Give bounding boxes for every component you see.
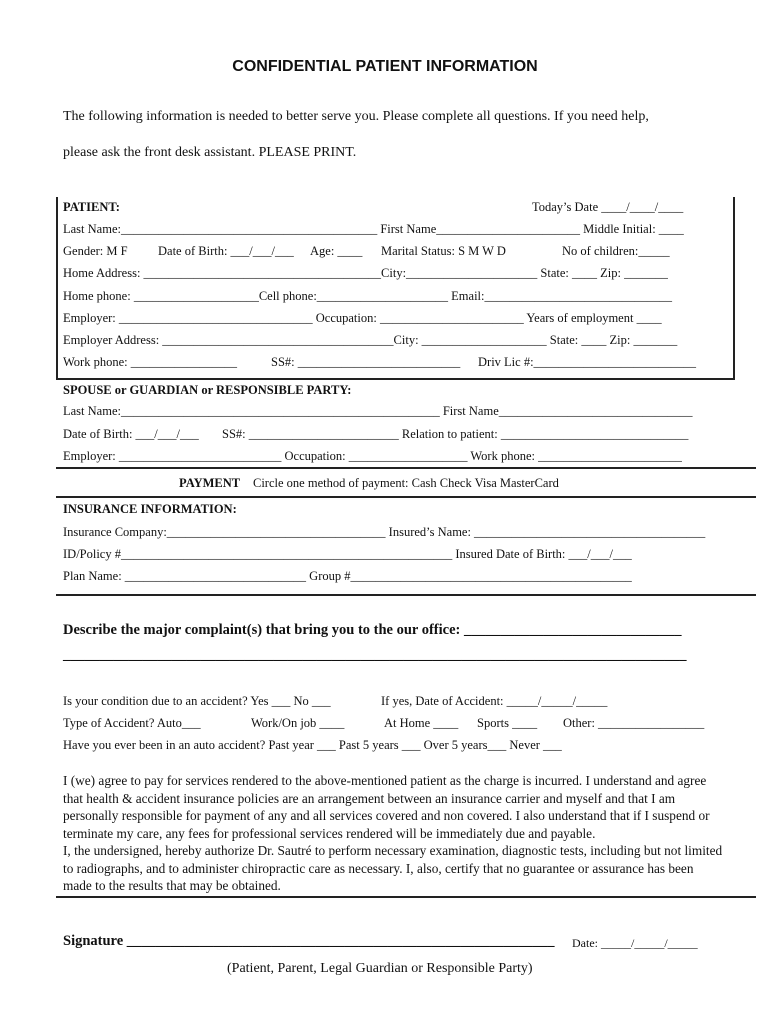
spouse-ss-relation-field[interactable]: SS#: ________________________ Relation to patient: ______________________________ bbox=[222, 427, 689, 441]
insurance-heading: INSURANCE INFORMATION: bbox=[63, 502, 237, 516]
spouse-dob-field[interactable]: Date of Birth: ___/___/___ bbox=[63, 427, 199, 441]
intro-line-1: The following information is needed to better serve you. Please complete all questions. If you need help, bbox=[63, 109, 649, 124]
phone-row[interactable]: Home phone: ____________________Cell phone:_____________________ Email:______________________________ bbox=[63, 289, 672, 303]
payment-top-rule bbox=[56, 467, 756, 469]
insurance-company-row[interactable]: Insurance Company:___________________________________ Insured’s Name: _____________________________________ bbox=[63, 525, 706, 539]
dob-field[interactable]: Date of Birth: ___/___/___ bbox=[158, 244, 294, 258]
payment-bottom-rule bbox=[56, 496, 756, 498]
policy-row[interactable]: ID/Policy #_____________________________________________________ Insured Date of Birth: ___/___/___ bbox=[63, 547, 632, 561]
signature-caption: (Patient, Parent, Legal Guardian or Responsible Party) bbox=[227, 961, 533, 976]
agreement-paragraph-1: I (we) agree to pay for services rendered to the above-mentioned patient as the charge is incurred. I understand and agree that health & accident insurance policies are an arrangement between an insurance carrier and myself and that I am personally responsible for payment of any and all services covered and non covered. I also understand that if I suspend or terminate my care, any fees for professional services rendered will be immediately due and payable. bbox=[63, 773, 710, 841]
driv-lic-field[interactable]: Driv Lic #:__________________________ bbox=[478, 355, 697, 369]
marital-status-field[interactable]: Marital Status: S M W D bbox=[381, 244, 506, 258]
patient-box-left-border bbox=[56, 197, 58, 379]
accident-type-other[interactable]: Other: _________________ bbox=[563, 716, 705, 730]
auto-accident-history[interactable]: Have you ever been in an auto accident? Past year ___ Past 5 years ___ Over 5 years___ Never ___ bbox=[63, 738, 562, 752]
complaint-label[interactable]: Describe the major complaint(s) that bring you to the our office: ______________________________ bbox=[63, 622, 682, 638]
complaint-line-2[interactable]: ______________________________________________________________________________________ bbox=[63, 647, 687, 663]
patient-box-right-border bbox=[733, 197, 735, 379]
accident-type-work[interactable]: Work/On job ____ bbox=[251, 716, 345, 730]
gender-field[interactable]: Gender: M F bbox=[63, 244, 128, 258]
agreement-paragraph-2: I, the undersigned, hereby authorize Dr. Sautré to perform necessary examination, diagnostic tests, including but not limited to radiographs, and to administer chiropractic care as necessary. I, also, certify that no guarantee or assurance has been made to the results that may be obtained. bbox=[63, 843, 723, 893]
accident-type-home[interactable]: At Home ____ bbox=[384, 716, 459, 730]
payment-label: PAYMENT bbox=[179, 476, 241, 490]
children-field[interactable]: No of children:_____ bbox=[562, 244, 670, 258]
signature-date-field[interactable]: Date: _____/_____/_____ bbox=[572, 936, 698, 950]
employer-address-row[interactable]: Employer Address: _____________________________________City: ____________________ State: ____ Zip: _______ bbox=[63, 333, 678, 347]
spouse-employer-row[interactable]: Employer: __________________________ Occupation: ___________________ Work phone: _______________________ bbox=[63, 449, 682, 463]
signature-line[interactable]: Signature ___________________________________________________________ bbox=[63, 933, 555, 949]
patient-name-row[interactable]: Last Name:_________________________________________ First Name_______________________ Middle Initial: ____ bbox=[63, 222, 684, 236]
payment-methods[interactable]: Circle one method of payment: Cash Check Visa MasterCard bbox=[253, 476, 559, 490]
insurance-bottom-rule bbox=[56, 594, 756, 596]
employer-row[interactable]: Employer: _______________________________ Occupation: _______________________ Years of employment ____ bbox=[63, 311, 662, 325]
accident-question[interactable]: Is your condition due to an accident? Yes ___ No ___ bbox=[63, 694, 331, 708]
todays-date-field[interactable]: Today’s Date ____/____/____ bbox=[532, 200, 684, 214]
form-title: CONFIDENTIAL PATIENT INFORMATION bbox=[232, 58, 538, 75]
home-address-row[interactable]: Home Address: ______________________________________City:_____________________ State: ____ Zip: _______ bbox=[63, 266, 668, 280]
ss-field[interactable]: SS#: __________________________ bbox=[271, 355, 461, 369]
work-phone-field[interactable]: Work phone: _________________ bbox=[63, 355, 237, 369]
patient-heading: PATIENT: bbox=[63, 200, 120, 214]
accident-type-sports[interactable]: Sports ____ bbox=[477, 716, 538, 730]
patient-box-bottom-border bbox=[56, 378, 735, 380]
spouse-heading: SPOUSE or GUARDIAN or RESPONSIBLE PARTY: bbox=[63, 383, 352, 397]
spouse-name-row[interactable]: Last Name:___________________________________________________ First Name_______________________________ bbox=[63, 404, 693, 418]
plan-row[interactable]: Plan Name: _____________________________ Group #_____________________________________________ bbox=[63, 569, 632, 583]
agreement-text bbox=[63, 772, 723, 895]
agreement-bottom-rule bbox=[56, 896, 756, 898]
age-field[interactable]: Age: ____ bbox=[310, 244, 363, 258]
accident-date-field[interactable]: If yes, Date of Accident: _____/_____/_____ bbox=[381, 694, 608, 708]
intro-line-2: please ask the front desk assistant. PLEASE PRINT. bbox=[63, 145, 357, 160]
accident-type-auto[interactable]: Type of Accident? Auto___ bbox=[63, 716, 201, 730]
